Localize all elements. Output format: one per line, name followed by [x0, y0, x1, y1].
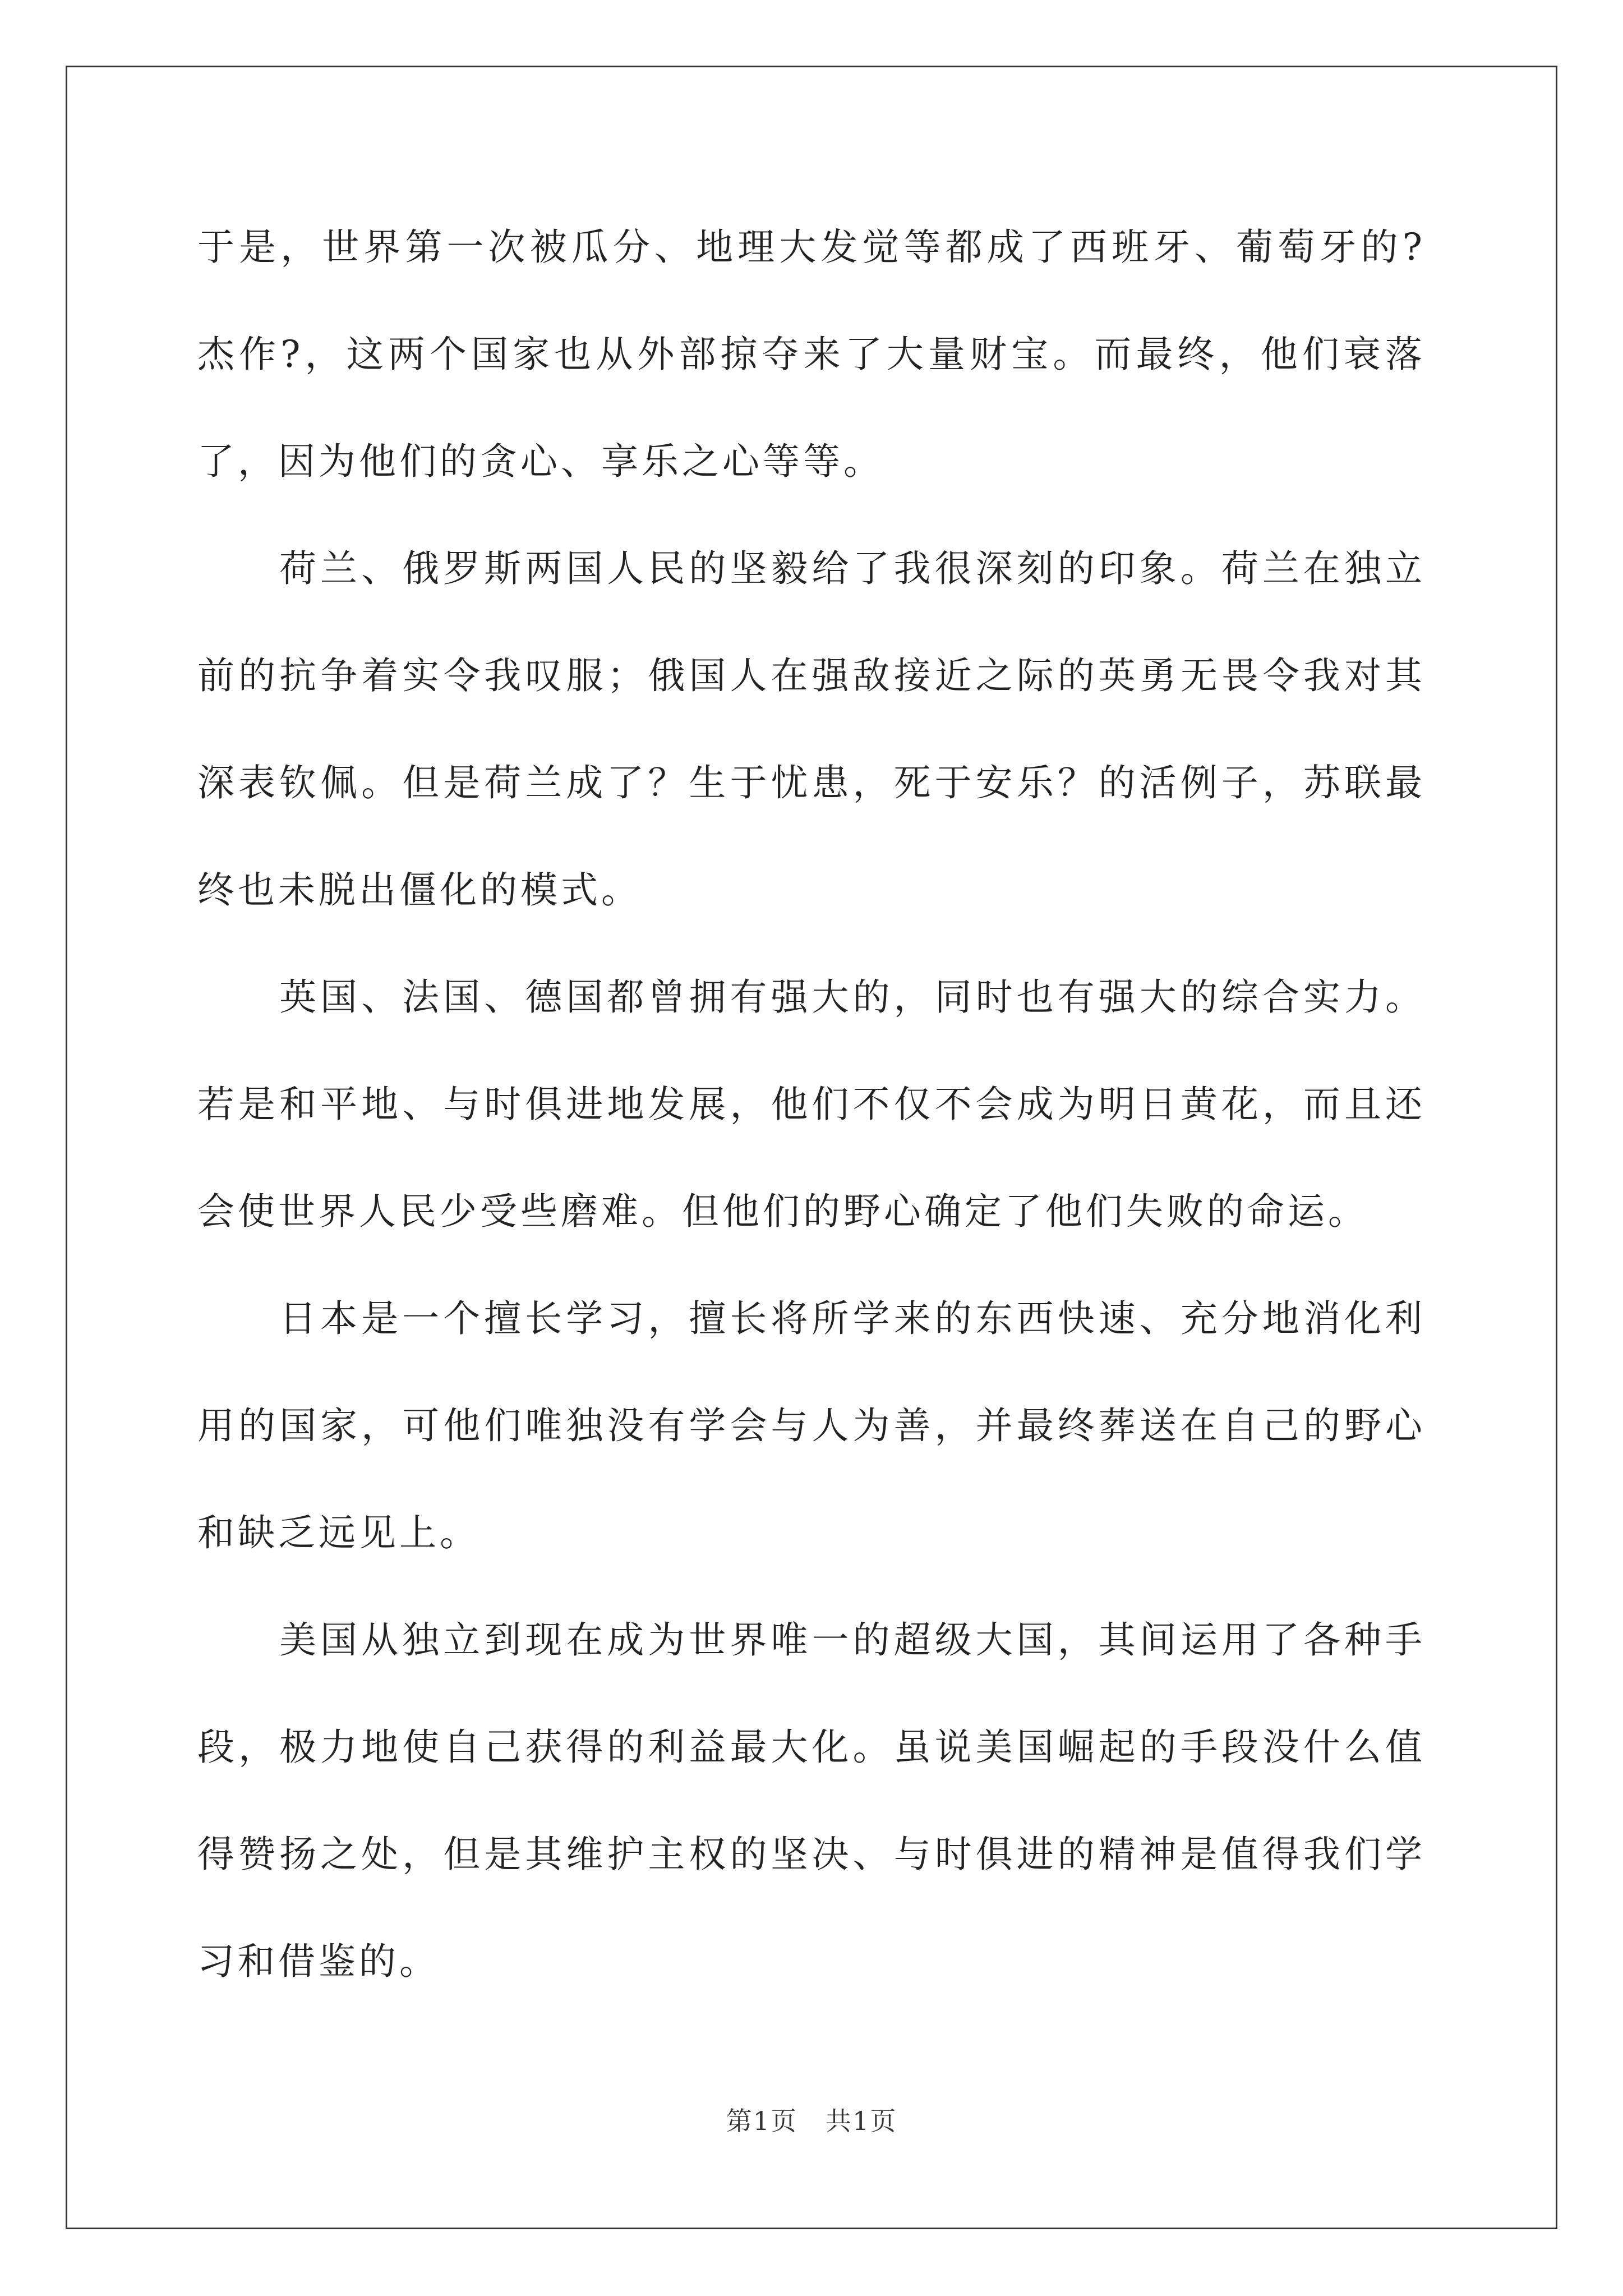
paragraph: 英国、法国、德国都曾拥有强大的，同时也有强大的综合实力。若是和平地、与时俱进地发展，他们不仅不会成为明日黄花，而且还会使世界人民少受些磨难。但他们的野心确定了他们失败的命运。	[197, 976, 1426, 1233]
page-footer	[0, 2101, 1623, 2138]
paragraph: 日本是一个擅长学习，擅长将所学来的东西快速、充分地消化利用的国家，可他们唯独没有学会与人为善，并最终葬送在自己的野心和缺乏远见上。	[197, 1297, 1426, 1554]
paragraph: 于是，世界第一次被瓜分、地理大发觉等都成了西班牙、葡萄牙的?杰作?，这两个国家也从外部掠夺来了大量财宝。而最终，他们衰落了，因为他们的贪心、享乐之心等等。	[197, 226, 1426, 483]
document-body	[197, 194, 1426, 2015]
paragraph: 美国从独立到现在成为世界唯一的超级大国，其间运用了各种手段，极力地使自己获得的利益最大化。虽说美国崛起的手段没什么值得赞扬之处，但是其维护主权的坚决、与时俱进的精神是值得我们学习和借鉴的。	[197, 1618, 1426, 1983]
page-total: 共1页	[826, 2106, 897, 2136]
page-number: 第1页	[726, 2106, 797, 2136]
paragraph: 荷兰、俄罗斯两国人民的坚毅给了我很深刻的印象。荷兰在独立前的抗争着实令我叹服；俄国人在强敌接近之际的英勇无畏令我对其深表钦佩。但是荷兰成了？生于忧患，死于安乐？的活例子，苏联最终也未脱出僵化的模式。	[197, 547, 1426, 912]
